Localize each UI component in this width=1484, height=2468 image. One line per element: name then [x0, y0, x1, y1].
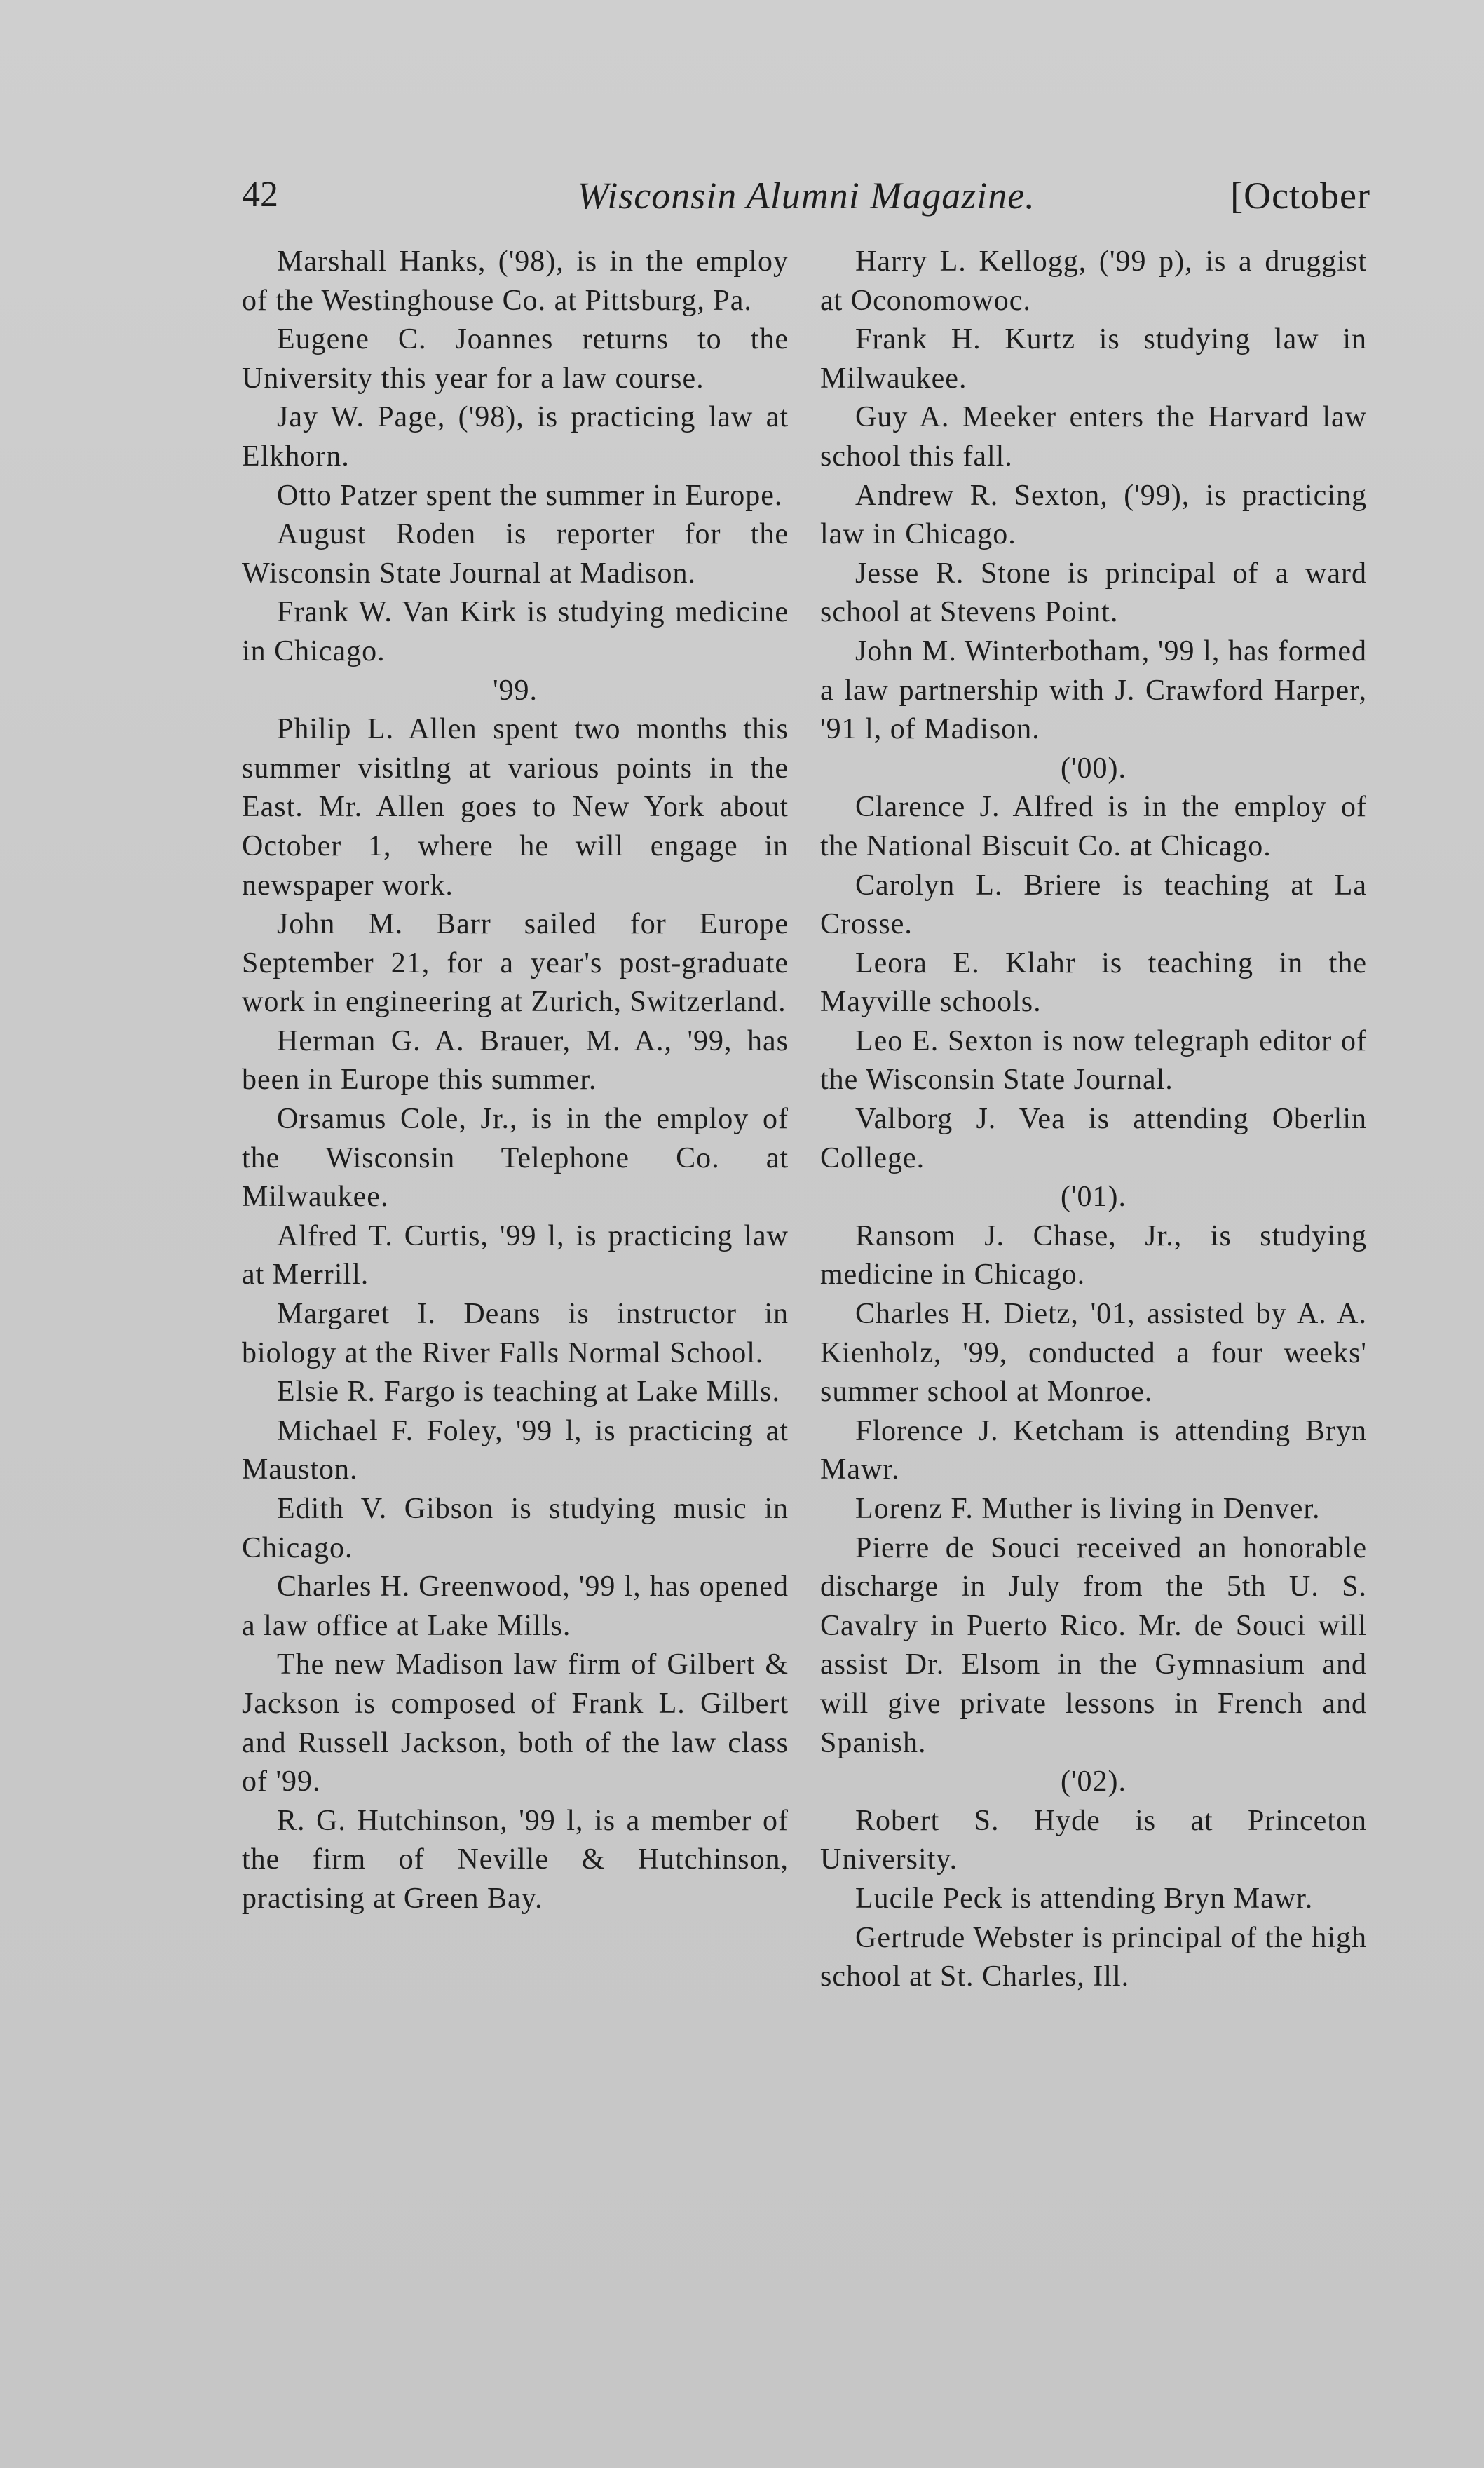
- alumni-note: R. G. Hutchinson, '99 l, is a member of the firm of Neville & Hutchinson, practising at Green Bay.: [242, 1804, 789, 1915]
- alumni-note: Edith V. Gibson is studying music in Chicago.: [242, 1493, 789, 1564]
- alumni-note: Lorenz F. Muther is living in Denver.: [855, 1493, 1321, 1525]
- page-number: 42: [242, 175, 278, 215]
- class-year-heading: ('00).: [1060, 752, 1127, 785]
- alumni-note: The new Madison law firm of Gilbert & Jackson is composed of Frank L. Gilbert and Russell Jackson, both of the law class of '99.: [242, 1648, 789, 1798]
- class-year-heading: ('01).: [1060, 1181, 1127, 1214]
- left-column: [242, 243, 789, 1919]
- alumni-note: Ransom J. Chase, Jr., is studying medicine in Chicago.: [820, 1219, 1367, 1291]
- alumni-note: Leo E. Sexton is now telegraph editor of the Wisconsin State Journal.: [820, 1024, 1367, 1097]
- alumni-note: John M. Barr sailed for Europe September 21, for a year's post-graduate work in engineering at Zurich, Switzerland.: [242, 908, 789, 1019]
- alumni-note: Michael F. Foley, '99 l, is practicing at Mauston.: [242, 1414, 789, 1486]
- alumni-note: Eugene C. Joannes returns to the University this year for a law course.: [242, 323, 789, 395]
- right-column: [820, 243, 1367, 1997]
- alumni-note: Clarence J. Alfred is in the employ of the National Biscuit Co. at Chicago.: [820, 791, 1367, 862]
- alumni-note: Lucile Peck is attending Bryn Mawr.: [855, 1882, 1314, 1915]
- alumni-note: Andrew R. Sexton, ('99), is practicing law in Chicago.: [820, 479, 1367, 551]
- alumni-note: Frank W. Van Kirk is studying medicine in Chicago.: [242, 596, 789, 667]
- class-year-heading: ('02).: [1060, 1765, 1127, 1798]
- alumni-note: Charles H. Dietz, '01, assisted by A. A. Kienholz, '99, conducted a four weeks' summer school at Monroe.: [820, 1298, 1367, 1409]
- alumni-note: Otto Patzer spent the summer in Europe.: [277, 479, 783, 512]
- running-month: [October: [1230, 175, 1370, 217]
- alumni-note: John M. Winterbotham, '99 l, has formed a law partnership with J. Crawford Harper, '91 l, of Madison.: [820, 635, 1367, 746]
- class-year-heading: '99.: [492, 674, 538, 707]
- alumni-note: Valborg J. Vea is attending Oberlin College.: [820, 1103, 1367, 1174]
- running-title: Wisconsin Alumni Magazine.: [577, 175, 1035, 217]
- alumni-note: Carolyn L. Briere is teaching at La Crosse.: [820, 869, 1367, 941]
- alumni-note: Elsie R. Fargo is teaching at Lake Mills.: [277, 1376, 780, 1409]
- alumni-note: Alfred T. Curtis, '99 l, is practicing law at Merrill.: [242, 1219, 789, 1291]
- alumni-note: Jesse R. Stone is principal of a ward school at Stevens Point.: [820, 557, 1367, 629]
- alumni-note: Leora E. Klahr is teaching in the Mayville schools.: [820, 947, 1367, 1019]
- alumni-note: Harry L. Kellogg, ('99 p), is a druggist at Oconomowoc.: [820, 245, 1367, 317]
- alumni-note: Jay W. Page, ('98), is practicing law at Elkhorn.: [242, 401, 789, 473]
- alumni-note: Orsamus Cole, Jr., is in the employ of the Wisconsin Telephone Co. at Milwaukee.: [242, 1103, 789, 1214]
- alumni-note: Frank H. Kurtz is studying law in Milwaukee.: [820, 323, 1367, 395]
- alumni-note: Marshall Hanks, ('98), is in the employ of the Westinghouse Co. at Pittsburg, Pa.: [242, 245, 789, 317]
- alumni-note: Herman G. A. Brauer, M. A., '99, has been in Europe this summer.: [242, 1024, 789, 1097]
- alumni-note: Robert S. Hyde is at Princeton University.: [820, 1804, 1367, 1876]
- alumni-note: Guy A. Meeker enters the Harvard law school this fall.: [820, 401, 1367, 473]
- alumni-note: Florence J. Ketcham is attending Bryn Mawr.: [820, 1414, 1367, 1486]
- alumni-note: Pierre de Souci received an honorable discharge in July from the 5th U. S. Cavalry in Puerto Rico. Mr. de Souci will assist Dr. Elsom in the Gymnasium and will give private lessons in French and Spanish.: [820, 1531, 1367, 1759]
- alumni-note: Philip L. Allen spent two months this summer visitlng at various points in the East. Mr. Allen goes to New York about October 1, where he will engage in newspaper work.: [242, 713, 789, 902]
- alumni-note: Gertrude Webster is principal of the high school at St. Charles, Ill.: [820, 1921, 1367, 1993]
- alumni-note: August Roden is reporter for the Wisconsin State Journal at Madison.: [242, 518, 789, 590]
- running-header: [242, 168, 1370, 224]
- alumni-note: Margaret I. Deans is instructor in biology at the River Falls Normal School.: [242, 1298, 789, 1369]
- alumni-note: Charles H. Greenwood, '99 l, has opened a law office at Lake Mills.: [242, 1571, 789, 1642]
